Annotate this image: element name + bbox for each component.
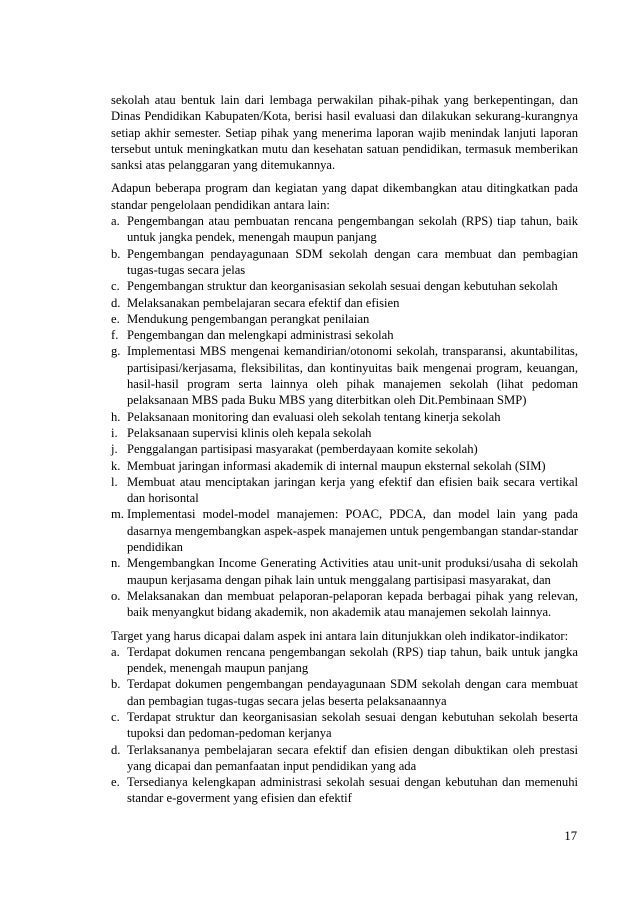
list-item: [111, 506, 578, 555]
list-item-text: Mengembangkan Income Generating Activities atau unit-unit produksi/usaha di sekolah maupun kerjasama dengan pihak lain untuk menggalang partisipasi masyarakat, dan: [127, 556, 578, 587]
list-item-text: Implementasi MBS mengenai kemandirian/otonomi sekolah, transparansi, akuntabilitas, partisipasi/kerjasama, fleksibilitas, dan kontinyuitas baik mengenai program, keuangan, hasil-hasil program serta lainnya oleh pihak manajemen sekolah (lihat pedoman pelaksanaan MBS pada Buku MBS yang diterbitkan oleh Dit.Pembinaan SMP): [127, 344, 578, 408]
list-item: [111, 311, 578, 327]
list-item-text: Membuat atau menciptakan jaringan kerja yang efektif dan efisien baik secara vertikal dan horisontal: [127, 474, 578, 506]
list-marker: a.: [111, 644, 120, 659]
list-marker: c.: [111, 709, 120, 724]
list-item: [111, 327, 578, 343]
list-marker: k.: [111, 458, 121, 473]
list-item-text: Mendukung pengembangan perangkat penilaian: [127, 311, 370, 326]
page-number: 17: [564, 829, 577, 843]
list-marker: i.: [111, 425, 118, 440]
list-marker: e.: [111, 775, 120, 790]
list-item-text: Penggalangan partisipasi masyarakat (pemberdayaan komite sekolah): [127, 442, 478, 457]
list-marker: j.: [111, 442, 118, 457]
list-marker: f.: [111, 328, 119, 343]
list-marker: h.: [111, 409, 121, 424]
list-marker: b.: [111, 246, 121, 261]
list-item: [111, 246, 578, 279]
list-item-text: Pengembangan atau pembuatan rencana pengembangan sekolah (RPS) tiap tahun, baik untuk jangka pendek, menengah maupun panjang: [127, 214, 578, 245]
list-marker: n.: [111, 556, 121, 571]
list-item-text: Pengembangan pendayagunaan SDM sekolah dengan cara membuat dan pembagian tugas-tugas secara jelas: [127, 246, 578, 277]
intro-paragraph: sekolah atau bentuk lain dari lembaga perwakilan pihak-pihak yang berkepentingan, dan Dinas Pendidikan Kabupaten/Kota, berisi hasil evaluasi dan dilakukan sekurang-kurangnya setiap akhir semester. Setiap pihak yang menerima laporan wajib menindak lanjuti laporan tersebut untuk meningkatkan mutu dan kesehatan satuan pendidikan, termasuk memberikan sanksi atas pelanggaran yang ditemukannya.: [111, 93, 578, 173]
list-item-text: Pengembangan struktur dan keorganisasian sekolah sesuai dengan kebutuhan sekolah: [127, 279, 558, 294]
list-marker: l.: [111, 474, 118, 489]
list-marker: d.: [111, 742, 121, 757]
list-marker: e.: [111, 311, 120, 326]
target-lead-paragraph: Target yang harus dicapai dalam aspek ini antara lain ditunjukkan oleh indikator-indikator:: [111, 628, 569, 643]
list-item-text: Implementasi model-model manajemen: POAC, PDCA, dan model lain yang pada dasarnya mengembangkan aspek-aspek manajemen untuk pengembangan standar-standar pendidikan: [127, 507, 578, 555]
list-item: [111, 343, 578, 408]
list-marker: d.: [111, 295, 121, 310]
list-marker: a.: [111, 214, 120, 229]
list-item: [111, 458, 578, 474]
list-item-text: Tersedianya kelengkapan administrasi sekolah sesuai dengan kebutuhan dan memenuhi standar e-goverment yang efisien dan efektif: [127, 775, 578, 806]
list-marker: o.: [111, 588, 121, 603]
list-item: [111, 774, 578, 807]
list-item: [111, 295, 578, 311]
list-item-text: Terdapat struktur dan keorganisasian sekolah sesuai dengan kebutuhan sekolah beserta tupoksi dan pedoman-pedoman kerjanya: [127, 709, 578, 741]
indicator-list: [111, 644, 578, 807]
list-item-text: Pengembangan dan melengkapi administrasi sekolah: [127, 328, 394, 343]
list-item-text: Membuat jaringan informasi akademik di internal maupun eksternal sekolah (SIM): [127, 458, 546, 473]
list-item-text: Pelaksanaan monitoring dan evaluasi oleh sekolah tentang kinerja sekolah: [127, 409, 501, 424]
list-item: [111, 588, 578, 621]
list-item: [111, 742, 578, 775]
list-item: [111, 474, 578, 507]
list-item-text: Melaksanakan pembelajaran secara efektif dan efisien: [127, 295, 400, 310]
list-marker: m.: [111, 507, 124, 522]
list-item: [111, 213, 578, 246]
list-item: [111, 709, 578, 742]
list-item-text: Terlaksananya pembelajaran secara efektif dan efisien dengan dibuktikan oleh prestasi yang dicapai dan pemanfaatan input pendidikan yang ada: [127, 742, 578, 773]
program-lead-paragraph: Adapun beberapa program dan kegiatan yang dapat dikembangkan atau ditingkatkan pada standar pengelolaan pendidikan antara lain:: [111, 181, 578, 212]
list-item: [111, 644, 578, 677]
list-item-text: Melaksanakan dan membuat pelaporan-pelaporan kepada berbagai pihak yang relevan, baik menyangkut bidang akademik, non akademik atau manajemen sekolah lainnya.: [127, 588, 578, 620]
list-item-text: Terdapat dokumen pengembangan pendayagunaan SDM sekolah dengan cara membuat dan pembagian tugas-tugas secara jelas beserta pelaksanaannya: [127, 677, 578, 708]
list-item-text: Terdapat dokumen rencana pengembangan sekolah (RPS) tiap tahun, baik untuk jangka pendek, menengah maupun panjang: [127, 644, 578, 676]
list-item: [111, 441, 578, 457]
list-marker: b.: [111, 677, 121, 692]
list-marker: c.: [111, 279, 120, 294]
list-item: [111, 555, 578, 588]
list-item: [111, 409, 578, 425]
list-item: [111, 425, 578, 441]
program-list: [111, 213, 578, 620]
list-marker: g.: [111, 344, 121, 359]
list-item: [111, 676, 578, 709]
list-item-text: Pelaksanaan supervisi klinis oleh kepala sekolah: [127, 425, 372, 440]
list-item: [111, 278, 578, 294]
